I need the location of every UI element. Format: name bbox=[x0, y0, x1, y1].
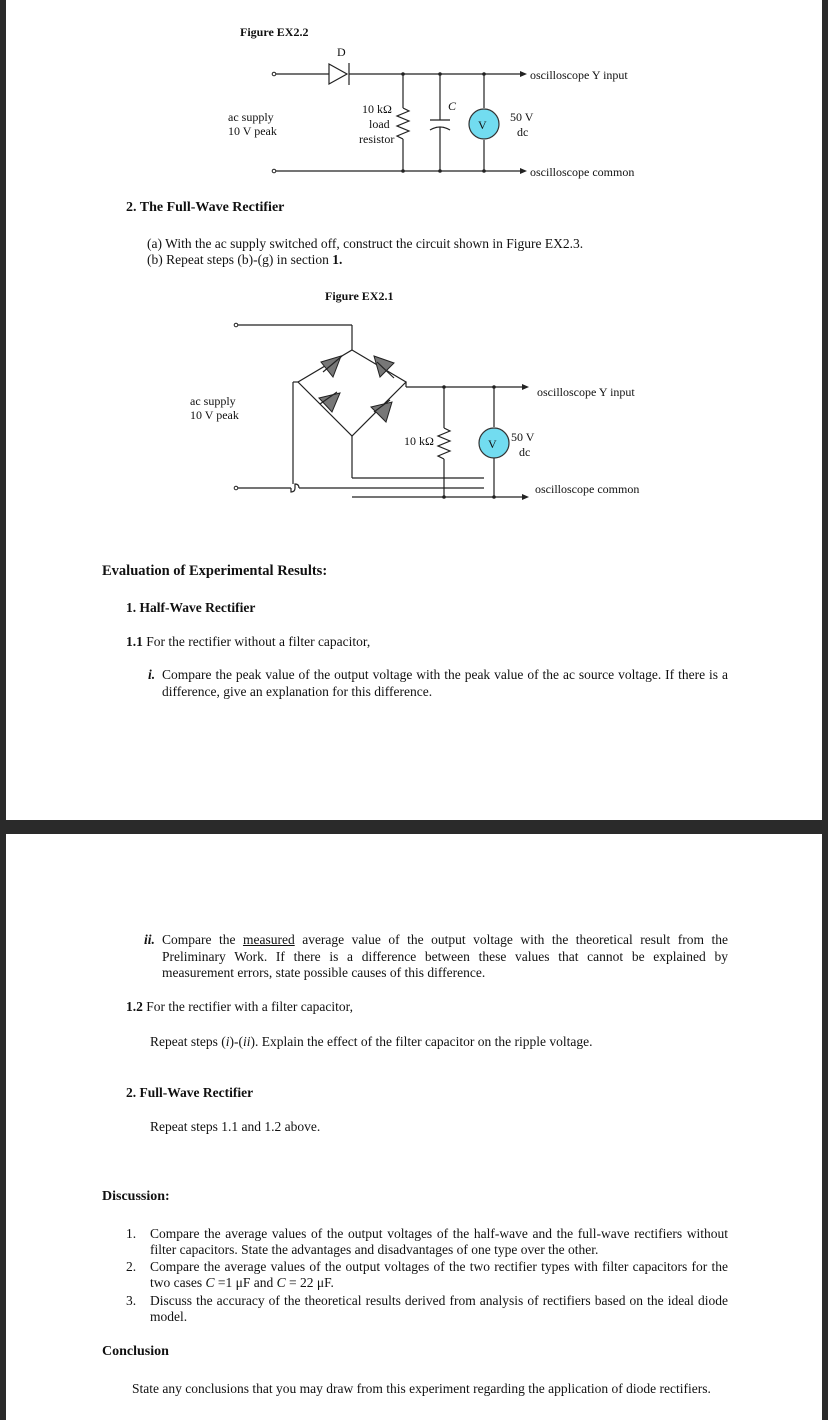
resistor-value-label: 10 kΩ bbox=[404, 434, 434, 448]
item-i-text: Compare the peak value of the output voltage with the peak value of the ac source voltage. If there is a difference, give an explanation for this difference. bbox=[162, 667, 728, 699]
full-wave-heading: 2. Full-Wave Rectifier bbox=[126, 1085, 254, 1100]
figure-ex2-1-title: Figure EX2.1 bbox=[325, 289, 394, 303]
repeat-step-ii: ii bbox=[243, 1034, 251, 1049]
item-ii-text bbox=[162, 932, 728, 982]
discussion-item-2-text bbox=[150, 1259, 728, 1291]
oscilloscope-common-label-2: oscilloscope common bbox=[535, 482, 640, 496]
ac-supply-peak-label-2: 10 V peak bbox=[190, 408, 239, 422]
item-1-1-text: For the rectifier without a filter capacitor, bbox=[142, 634, 371, 649]
item-1-1-number: 1.1 bbox=[126, 634, 143, 649]
voltmeter-label: V bbox=[478, 118, 487, 132]
item-i-number: i. bbox=[148, 667, 156, 682]
ac-supply-label-2: ac supply bbox=[190, 394, 236, 408]
discussion-item-1-number: 1. bbox=[126, 1226, 137, 1241]
capacitor-label: C bbox=[448, 99, 457, 113]
capacitor-symbol-1: C bbox=[205, 1275, 215, 1290]
meter-mode-label-2: dc bbox=[519, 445, 531, 459]
evaluation-heading: Evaluation of Experimental Results: bbox=[102, 563, 328, 579]
load-value-label: 10 kΩ bbox=[362, 102, 392, 116]
step-b-prefix: (b) Repeat steps (b)-(g) in section bbox=[147, 252, 333, 267]
discussion-item-1-text: Compare the average values of the output voltages of the half-wave and the full-wave rectifiers without filter capacitors. State the advantages and disadvantages of one type over the other. bbox=[150, 1226, 728, 1257]
repeat-prefix: Repeat steps ( bbox=[150, 1034, 226, 1049]
load-label: load bbox=[369, 117, 390, 131]
meter-mode-label: dc bbox=[517, 125, 529, 139]
oscilloscope-y-input-label: oscilloscope Y input bbox=[530, 68, 628, 82]
item-1-2-text: For the rectifier with a filter capacitor, bbox=[142, 999, 353, 1014]
conclusion-heading: Conclusion bbox=[102, 1344, 169, 1359]
item-ii-underlined: measured bbox=[242, 932, 295, 947]
item-ii-prefix: Compare the bbox=[162, 932, 243, 947]
discussion-heading: Discussion: bbox=[102, 1189, 170, 1204]
meter-range-label-2: 50 V bbox=[511, 430, 535, 444]
voltmeter-label-2: V bbox=[488, 437, 497, 451]
resistor-label: resistor bbox=[359, 132, 395, 146]
step-b-reference: 1. bbox=[332, 252, 343, 267]
ac-supply-label: ac supply bbox=[228, 110, 274, 124]
discussion-item-2-suffix: = 22 μF. bbox=[285, 1275, 334, 1290]
step-a-text: (a) With the ac supply switched off, construct the circuit shown in Figure EX2.3. bbox=[147, 236, 584, 251]
oscilloscope-y-input-label-2: oscilloscope Y input bbox=[537, 385, 635, 399]
discussion-item-2-mid: =1 μF and bbox=[214, 1275, 277, 1290]
discussion-item-2-prefix: Compare the average values of the output voltages of the two rectifier types with filter capacitors for the two cases bbox=[150, 1259, 728, 1290]
repeat-steps-text bbox=[150, 1034, 593, 1050]
document-page-1 bbox=[6, 0, 822, 820]
document-page-2 bbox=[6, 834, 822, 1420]
item-ii-number: ii. bbox=[144, 932, 155, 947]
full-wave-text: Repeat steps 1.1 and 1.2 above. bbox=[150, 1119, 321, 1134]
figure-ex2-1-circuit bbox=[6, 0, 822, 520]
item-ii-suffix: average value of the output voltage with the theoretical result from the Preliminary Work. If there is a difference between these values that cannot be explained by measurement errors, state possible causes of this difference. bbox=[162, 932, 728, 980]
half-wave-heading: 1. Half-Wave Rectifier bbox=[126, 600, 256, 615]
item-1-2 bbox=[126, 999, 353, 1015]
figure-ex2-2-title: Figure EX2.2 bbox=[240, 25, 309, 39]
meter-range-label: 50 V bbox=[510, 110, 534, 124]
item-1-1 bbox=[126, 634, 370, 650]
discussion-item-3-text: Discuss the accuracy of the theoretical results derived from analysis of rectifiers based on the ideal diode model. bbox=[150, 1293, 728, 1324]
diode-label: D bbox=[337, 45, 346, 59]
ac-supply-peak-label: 10 V peak bbox=[228, 124, 277, 138]
item-1-2-number: 1.2 bbox=[126, 999, 143, 1014]
oscilloscope-common-label: oscilloscope common bbox=[530, 165, 635, 179]
section-heading-full-wave: 2. The Full-Wave Rectifier bbox=[126, 200, 285, 215]
discussion-item-2-number: 2. bbox=[126, 1259, 137, 1274]
discussion-item-3-number: 3. bbox=[126, 1293, 137, 1308]
capacitor-symbol-2: C bbox=[276, 1275, 286, 1290]
repeat-step-i: i bbox=[225, 1034, 230, 1049]
conclusion-text: State any conclusions that you may draw from this experiment regarding the application of diode rectifiers. bbox=[132, 1381, 711, 1396]
repeat-suffix: ). Explain the effect of the filter capacitor on the ripple voltage. bbox=[250, 1034, 593, 1049]
repeat-mid: )-( bbox=[229, 1034, 243, 1049]
